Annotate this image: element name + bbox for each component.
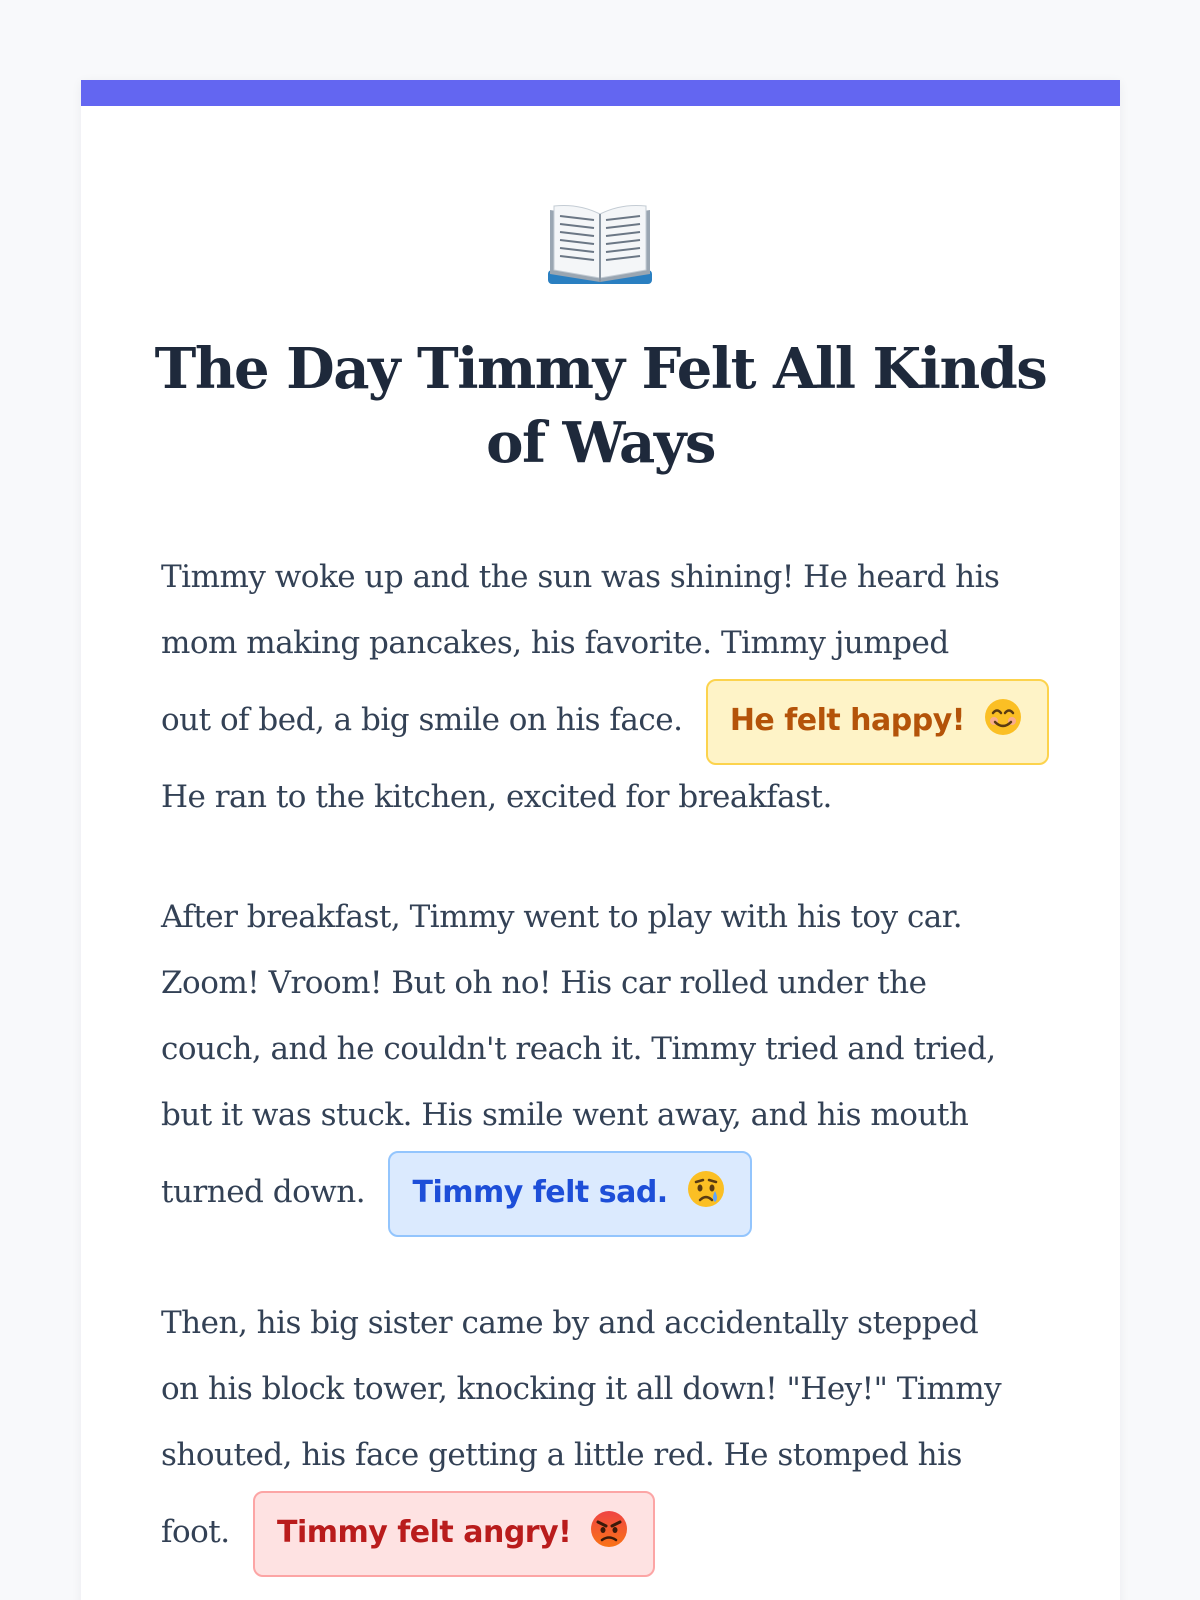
story-line: on his block tower, knocking it all down! "Hey!" Timmy bbox=[161, 1371, 1002, 1407]
story-line: After breakfast, Timmy went to play with his toy car. bbox=[161, 899, 963, 935]
story-line: Zoom! Vroom! But oh no! His car rolled under the bbox=[161, 965, 927, 1001]
story-title-line: of Ways bbox=[486, 410, 715, 476]
feeling-badge-happy bbox=[706, 679, 1049, 765]
story-line-text: foot. bbox=[161, 1514, 230, 1550]
accent-bar bbox=[81, 80, 1120, 106]
story-line: mom making pancakes, his favorite. Timmy jumped bbox=[161, 625, 949, 661]
feeling-label: Timmy felt angry! bbox=[276, 1514, 572, 1550]
story-paragraph bbox=[161, 1290, 1041, 1576]
story-card bbox=[81, 80, 1120, 1600]
story-paragraph bbox=[161, 544, 1041, 830]
story-paragraph bbox=[161, 884, 1041, 1236]
story-line: Then, his big sister came by and accidentally stepped bbox=[161, 1305, 979, 1341]
story-line: shouted, his face getting a little red. He stomped his bbox=[161, 1437, 962, 1473]
story-line bbox=[161, 1148, 1041, 1236]
story-line: couch, and he couldn't reach it. Timmy tried and tried, bbox=[161, 1031, 996, 1067]
story-title-line: The Day Timmy Felt All Kinds bbox=[154, 336, 1047, 402]
feeling-badge-sad bbox=[388, 1151, 751, 1237]
story-line: but it was stuck. His smile went away, and his mouth bbox=[161, 1097, 969, 1133]
story-line: He ran to the kitchen, excited for breakfast. bbox=[161, 779, 832, 815]
open-book-icon bbox=[544, 200, 656, 290]
feeling-label: Timmy felt sad. bbox=[412, 1174, 668, 1210]
story-line: Timmy woke up and the sun was shining! He heard his bbox=[161, 559, 1000, 595]
story-line-text: turned down. bbox=[161, 1174, 366, 1210]
crying-face-icon bbox=[686, 1169, 726, 1209]
angry-face-icon bbox=[589, 1509, 629, 1549]
story-line bbox=[161, 1488, 1041, 1576]
feeling-label: He felt happy! bbox=[729, 702, 965, 738]
feeling-badge-angry bbox=[253, 1491, 655, 1577]
story-line bbox=[161, 676, 1041, 764]
story-line-text: out of bed, a big smile on his face. bbox=[161, 702, 683, 738]
smiling-face-icon bbox=[983, 697, 1023, 737]
story-title bbox=[141, 332, 1060, 480]
